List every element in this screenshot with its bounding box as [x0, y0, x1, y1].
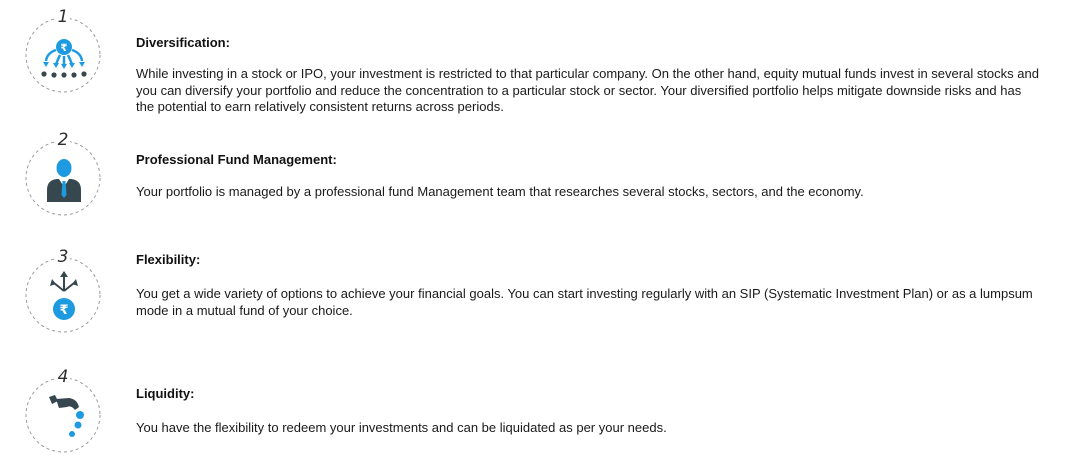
item-description: Your portfolio is managed by a professional fund Management team that researches several stocks, sectors, and the economy. [136, 184, 864, 199]
item-description: While investing in a stock or IPO, your investment is restricted to that particular company. On the other hand, equity mutual funds invest in several stocks and you can diversify your portfolio and reduce the concentration to a particular stock or sector. Your diversified portfolio helps mitigate downside risks and has the potential to earn relatively consistent returns across periods. [136, 66, 1039, 114]
item-description: You get a wide variety of options to achieve your financial goals. You can start investing regularly with an SIP (Systematic Investment Plan) or as a lumpsum mode in a mutual fund of your choice. [136, 286, 1033, 318]
badge-number: 3 [57, 247, 69, 267]
svg-text:₹: ₹ [59, 303, 69, 318]
item-title: Diversification: [136, 35, 230, 50]
number-badge [25, 7, 101, 93]
item-description: You have the flexibility to redeem your investments and can be liquidated as per your needs. [136, 420, 667, 435]
number-badge [25, 130, 101, 216]
number-badge [25, 247, 101, 333]
number-badge [25, 367, 101, 453]
svg-text:₹: ₹ [60, 43, 68, 54]
fund-manager-icon [25, 140, 101, 216]
item-title: Flexibility: [136, 252, 201, 267]
item-title: Liquidity: [136, 386, 195, 401]
money-distribution-icon [25, 17, 101, 93]
flexible-options-icon [25, 257, 101, 333]
badge-number: 1 [57, 7, 69, 27]
item-title: Professional Fund Management: [136, 152, 337, 167]
badge-number: 2 [57, 130, 69, 150]
hand-dropping-coins-icon [25, 377, 101, 453]
badge-number: 4 [57, 367, 69, 387]
